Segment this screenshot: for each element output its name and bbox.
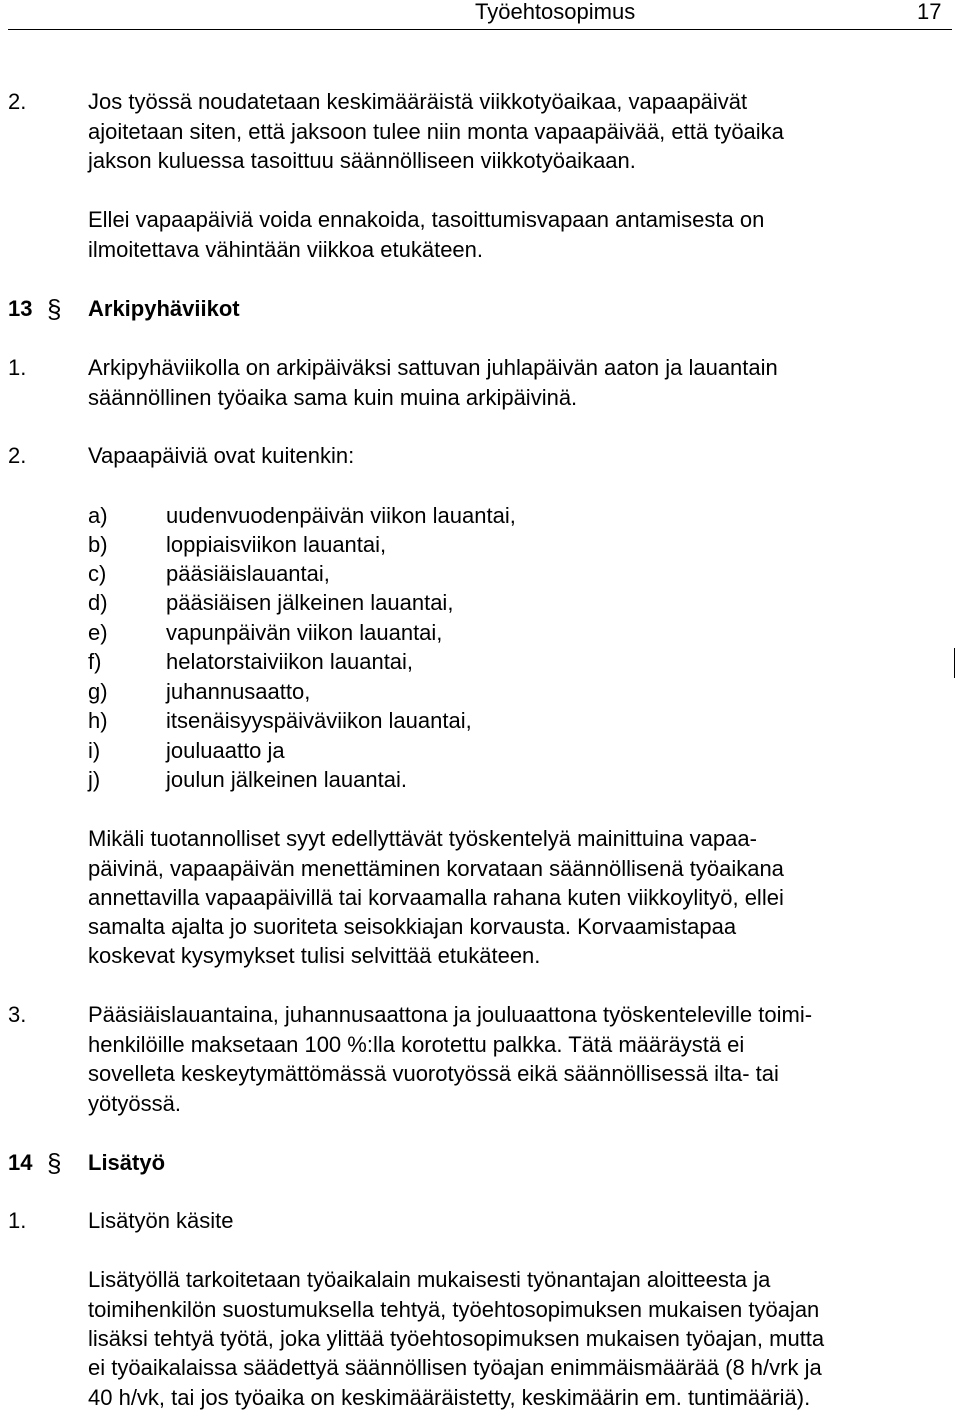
section-heading: Lisätyö xyxy=(88,1150,166,1175)
paragraph-line: ei työaikalaissa säädettyä säännöllisen työajan enimmäismäärää (8 h/vrk ja xyxy=(88,1355,822,1380)
section-symbol: § xyxy=(47,1148,62,1178)
list-item: itsenäisyyspäiväviikon lauantai, xyxy=(166,708,472,733)
paragraph-line: toimihenkilön suostumuksella tehtyä, työehtosopimuksen mukaisen työajan xyxy=(88,1297,820,1322)
paragraph-line: annettavilla vapaapäivillä tai korvaamalla rahana kuten viikkoylityö, ellei xyxy=(88,885,784,910)
list-item-letter: g) xyxy=(88,679,108,704)
paragraph-line: Pääsiäislauantaina, juhannusaattona ja jouluaattona työskenteleville toimi- xyxy=(88,1002,813,1027)
list-item: loppiaisviikon lauantai, xyxy=(166,532,387,557)
subsection-heading: Lisätyön käsite xyxy=(88,1208,234,1233)
paragraph-line: henkilöille maksetaan 100 %:lla korotettu palkka. Tätä määräystä ei xyxy=(88,1032,745,1057)
list-item-letter: e) xyxy=(88,620,108,645)
list-item: helatorstaiviikon lauantai, xyxy=(166,649,414,674)
paragraph-line: yötyössä. xyxy=(88,1091,181,1116)
paragraph-line: samalta ajalta jo suoriteta seisokkiajan korvausta. Korvaamistapaa xyxy=(88,914,737,939)
section-number: 13 xyxy=(8,296,33,321)
paragraph-line: Mikäli tuotannolliset syyt edellyttävät työskentelyä mainittuina vapaa- xyxy=(88,826,757,851)
page-header xyxy=(0,0,960,32)
list-item: pääsiäislauantai, xyxy=(166,561,330,586)
paragraph-line: Lisätyöllä tarkoitetaan työaikalain mukaisesti työnantajan aloitteesta ja xyxy=(88,1267,771,1292)
paragraph-line: koskevat kysymykset tulisi selvittää etukäteen. xyxy=(88,943,541,968)
paragraph-line: Vapaapäiviä ovat kuitenkin: xyxy=(88,443,355,468)
paragraph-line: Arkipyhäviikolla on arkipäiväksi sattuvan juhlapäivän aaton ja lauantain xyxy=(88,355,778,380)
list-item: vapunpäivän viikon lauantai, xyxy=(166,620,443,645)
paragraph-line: 40 h/vk, tai jos työaika on keskimääräistetty, keskimäärin em. tuntimääriä). xyxy=(88,1385,811,1410)
paragraph-line: Ellei vapaapäiviä voida ennakoida, tasoittumisvapaan antamisesta on xyxy=(88,207,765,232)
list-item: joulun jälkeinen lauantai. xyxy=(166,767,407,792)
list-item-letter: c) xyxy=(88,561,107,586)
paragraph-line: ilmoitettava vähintään viikkoa etukäteen. xyxy=(88,237,484,262)
paragraph-line: sovelleta keskeytymättömässä vuorotyössä eikä säännöllisessä ilta- tai xyxy=(88,1061,779,1086)
paragraph-line: jakson kuluessa tasoittuu säännölliseen viikkotyöaikaan. xyxy=(88,148,636,173)
header-divider xyxy=(8,29,952,30)
list-item-letter: d) xyxy=(88,590,108,615)
list-item: juhannusaatto, xyxy=(166,679,311,704)
paragraph-number: 1. xyxy=(8,1208,27,1233)
list-item-letter: i) xyxy=(88,738,101,763)
list-item: jouluaatto ja xyxy=(166,738,285,763)
list-item: uudenvuodenpäivän viikon lauantai, xyxy=(166,503,516,528)
list-item-letter: j) xyxy=(88,767,101,792)
section-heading: Arkipyhäviikot xyxy=(88,296,240,321)
page-number: 17 xyxy=(917,0,942,24)
paragraph-line: säännöllinen työaika sama kuin muina arkipäivinä. xyxy=(88,385,578,410)
revision-mark xyxy=(954,648,955,678)
paragraph-line: Jos työssä noudatetaan keskimääräistä viikkotyöaikaa, vapaapäivät xyxy=(88,89,748,114)
list-item-letter: h) xyxy=(88,708,108,733)
list-item-letter: a) xyxy=(88,503,108,528)
list-item-letter: b) xyxy=(88,532,108,557)
paragraph-line: lisäksi tehtyä työtä, joka ylittää työehtosopimuksen mukaisen työajan, mutta xyxy=(88,1326,825,1351)
list-item-letter: f) xyxy=(88,649,102,674)
paragraph-number: 2. xyxy=(8,443,27,468)
paragraph-line: päivinä, vapaapäivän menettäminen korvataan säännöllisenä työaikana xyxy=(88,856,784,881)
list-item: pääsiäisen jälkeinen lauantai, xyxy=(166,590,454,615)
paragraph-number: 3. xyxy=(8,1002,27,1027)
document-title: Työehtosopimus xyxy=(475,0,636,24)
section-symbol: § xyxy=(47,294,62,324)
paragraph-number: 2. xyxy=(8,89,27,114)
paragraph-line: ajoitetaan siten, että jaksoon tulee niin monta vapaapäivää, että työaika xyxy=(88,119,784,144)
paragraph-number: 1. xyxy=(8,355,27,380)
section-number: 14 xyxy=(8,1150,33,1175)
